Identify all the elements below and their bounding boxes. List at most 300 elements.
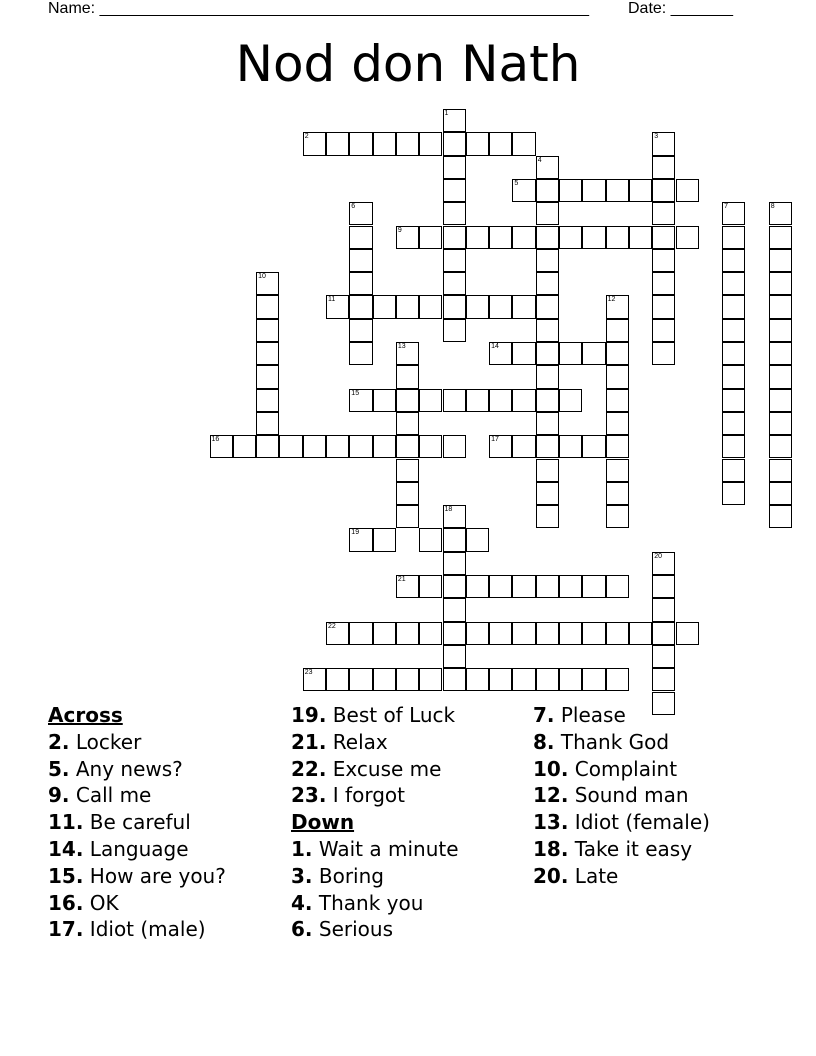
grid-cell[interactable] — [349, 272, 372, 295]
clue-item — [533, 756, 710, 783]
grid-cell[interactable] — [606, 342, 629, 365]
grid-cell[interactable] — [489, 435, 512, 458]
grid-cell[interactable] — [652, 342, 675, 365]
clue-number: 13 — [397, 343, 406, 350]
grid-cell[interactable] — [769, 226, 792, 249]
grid-cell[interactable] — [606, 459, 629, 482]
grid-cell[interactable] — [606, 412, 629, 435]
grid-cell[interactable] — [629, 179, 652, 202]
clue-number: 17 — [491, 436, 499, 444]
grid-cell[interactable] — [512, 179, 535, 202]
grid-cell[interactable] — [489, 132, 512, 155]
clue-item-number: 19. — [291, 703, 327, 727]
grid-cell[interactable] — [419, 622, 442, 645]
clues-column-3 — [533, 702, 710, 890]
grid-cell[interactable] — [722, 249, 745, 272]
clue-number: 19 — [351, 529, 360, 537]
clue-item-text: Locker — [69, 729, 142, 754]
grid-cell[interactable] — [443, 552, 466, 575]
grid-cell[interactable] — [512, 575, 535, 598]
grid-cell[interactable] — [652, 272, 675, 295]
grid-cell[interactable] — [396, 295, 419, 318]
grid-cell[interactable] — [769, 249, 792, 272]
clue-item-number: 14. — [48, 836, 84, 861]
clue-item-text: Relax — [326, 729, 388, 754]
across-heading: Across — [48, 703, 123, 727]
clue-number: 14 — [491, 343, 499, 350]
clue-number: 16 — [211, 436, 220, 444]
grid-cell[interactable] — [326, 622, 349, 645]
grid-cell[interactable] — [652, 249, 675, 272]
grid-cell[interactable] — [676, 179, 699, 202]
grid-cell[interactable] — [443, 622, 466, 645]
clue-item-text: Take it easy — [568, 836, 693, 861]
grid-cell[interactable] — [536, 365, 559, 388]
grid-cell[interactable] — [396, 412, 419, 435]
grid-cell[interactable] — [606, 482, 629, 505]
clue-item — [533, 836, 710, 863]
date-field[interactable]: Date: _______ — [628, 0, 733, 17]
puzzle-title: Nod don Nath — [235, 35, 581, 93]
grid-cell[interactable] — [629, 226, 652, 249]
grid-cell[interactable] — [396, 622, 419, 645]
grid-cell[interactable] — [396, 575, 419, 598]
grid-cell[interactable] — [396, 482, 419, 505]
grid-cell[interactable] — [373, 622, 396, 645]
grid-cell[interactable] — [536, 179, 559, 202]
clue-number: 11 — [328, 296, 336, 304]
grid-cell[interactable] — [466, 389, 489, 412]
grid-cell[interactable] — [443, 109, 466, 132]
grid-cell[interactable] — [326, 668, 349, 691]
grid-cell[interactable] — [512, 295, 535, 318]
grid-cell[interactable] — [349, 389, 372, 412]
grid-cell[interactable] — [606, 575, 629, 598]
grid-cell[interactable] — [606, 389, 629, 412]
grid-cell[interactable] — [652, 319, 675, 342]
grid-cell[interactable] — [443, 272, 466, 295]
clue-item-text: Please — [554, 703, 626, 727]
clue-number: 23 — [304, 669, 313, 677]
grid-cell[interactable] — [419, 435, 442, 458]
clue-item-number: 18. — [533, 836, 569, 861]
clue-item-text: OK — [83, 890, 119, 915]
grid-cell[interactable] — [582, 435, 605, 458]
grid-cell[interactable] — [606, 435, 629, 458]
grid-cell[interactable] — [722, 295, 745, 318]
grid-cell[interactable] — [349, 132, 372, 155]
grid-cell[interactable] — [769, 482, 792, 505]
grid-cell[interactable] — [536, 156, 559, 179]
grid-cell[interactable] — [536, 226, 559, 249]
clue-item-text: Best of Luck — [326, 703, 456, 727]
clue-number: 20 — [654, 552, 662, 560]
name-field[interactable]: Name: _______________________________________________________ — [48, 0, 589, 17]
grid-cell[interactable] — [443, 132, 466, 155]
grid-cell[interactable] — [466, 575, 489, 598]
clue-item — [48, 863, 226, 890]
grid-cell[interactable] — [652, 202, 675, 225]
grid-cell[interactable] — [536, 295, 559, 318]
grid-cell[interactable] — [582, 668, 605, 691]
clue-item-number: 9. — [48, 783, 70, 808]
grid-cell[interactable] — [396, 365, 419, 388]
grid-cell[interactable] — [256, 342, 279, 365]
grid-cell[interactable] — [652, 552, 675, 575]
grid-cell[interactable] — [349, 319, 372, 342]
grid-cell[interactable] — [349, 342, 372, 365]
grid-cell[interactable] — [443, 598, 466, 621]
clue-item — [48, 916, 226, 943]
grid-cell[interactable] — [373, 389, 396, 412]
grid-cell[interactable] — [559, 389, 582, 412]
clue-item-number: 1. — [291, 836, 313, 861]
grid-cell[interactable] — [722, 389, 745, 412]
grid-cell[interactable] — [373, 528, 396, 551]
clue-number: 3 — [654, 133, 659, 141]
grid-cell[interactable] — [512, 622, 535, 645]
grid-cell[interactable] — [606, 668, 629, 691]
grid-cell[interactable] — [512, 226, 535, 249]
grid-cell[interactable] — [210, 435, 233, 458]
grid-cell[interactable] — [443, 156, 466, 179]
grid-cell[interactable] — [769, 202, 792, 225]
grid-cell[interactable] — [606, 179, 629, 202]
grid-cell[interactable] — [652, 132, 675, 155]
grid-cell[interactable] — [373, 435, 396, 458]
clue-item-text: Sound man — [568, 783, 689, 808]
grid-cell[interactable] — [536, 459, 559, 482]
clue-item — [533, 782, 710, 809]
clue-item-number: 10. — [533, 756, 569, 781]
clue-item-text: Any news? — [69, 756, 183, 781]
grid-cell[interactable] — [559, 668, 582, 691]
grid-cell[interactable] — [559, 435, 582, 458]
grid-cell[interactable] — [652, 156, 675, 179]
clue-item-number: 11. — [48, 810, 84, 835]
grid-cell[interactable] — [559, 622, 582, 645]
grid-cell[interactable] — [349, 622, 372, 645]
clue-item-text: Language — [83, 836, 189, 861]
clue-item — [48, 836, 226, 863]
grid-cell[interactable] — [536, 342, 559, 365]
grid-cell[interactable] — [652, 668, 675, 691]
clue-item-number: 6. — [291, 917, 313, 942]
grid-cell[interactable] — [582, 342, 605, 365]
clue-item — [291, 782, 459, 809]
grid-cell[interactable] — [443, 202, 466, 225]
grid-cell[interactable] — [606, 505, 629, 528]
clue-number: 6 — [351, 203, 356, 211]
clue-item — [291, 702, 459, 729]
grid-cell[interactable] — [443, 505, 466, 528]
grid-cell[interactable] — [536, 668, 559, 691]
clue-item-number: 22. — [291, 756, 327, 781]
grid-cell[interactable] — [349, 668, 372, 691]
grid-cell[interactable] — [536, 482, 559, 505]
grid-cell[interactable] — [349, 249, 372, 272]
grid-cell[interactable] — [396, 389, 419, 412]
grid-cell[interactable] — [443, 645, 466, 668]
grid-cell[interactable] — [256, 295, 279, 318]
clue-number: 7 — [724, 203, 728, 211]
clue-number: 22 — [328, 622, 336, 630]
clue-number: 1 — [444, 110, 449, 117]
grid-cell[interactable] — [722, 319, 745, 342]
grid-cell[interactable] — [349, 435, 372, 458]
grid-cell[interactable] — [676, 622, 699, 645]
grid-cell[interactable] — [396, 668, 419, 691]
grid-cell[interactable] — [489, 389, 512, 412]
grid-cell[interactable] — [606, 295, 629, 318]
worksheet-header — [48, 0, 748, 20]
grid-cell[interactable] — [489, 226, 512, 249]
grid-cell[interactable] — [396, 505, 419, 528]
clue-number: 8 — [770, 203, 775, 211]
clue-number: 15 — [351, 389, 360, 397]
grid-cell[interactable] — [256, 435, 279, 458]
grid-cell[interactable] — [606, 365, 629, 388]
grid-cell[interactable] — [373, 295, 396, 318]
grid-cell[interactable] — [769, 412, 792, 435]
grid-cell[interactable] — [652, 575, 675, 598]
grid-cell[interactable] — [419, 668, 442, 691]
grid-cell[interactable] — [443, 249, 466, 272]
grid-cell[interactable] — [582, 575, 605, 598]
grid-cell[interactable] — [373, 668, 396, 691]
clue-item-number: 17. — [48, 917, 84, 942]
grid-cell[interactable] — [443, 319, 466, 342]
clue-item-number: 7. — [533, 703, 555, 727]
grid-cell[interactable] — [559, 342, 582, 365]
grid-cell[interactable] — [512, 435, 535, 458]
grid-cell[interactable] — [396, 459, 419, 482]
grid-cell[interactable] — [536, 389, 559, 412]
clue-item-text: Thank you — [312, 890, 424, 915]
grid-cell[interactable] — [256, 272, 279, 295]
grid-cell[interactable] — [349, 226, 372, 249]
grid-cell[interactable] — [419, 528, 442, 551]
grid-cell[interactable] — [443, 179, 466, 202]
grid-cell[interactable] — [536, 435, 559, 458]
grid-cell[interactable] — [769, 295, 792, 318]
grid-cell[interactable] — [536, 575, 559, 598]
grid-cell[interactable] — [466, 295, 489, 318]
grid-cell[interactable] — [396, 226, 419, 249]
grid-cell[interactable] — [489, 342, 512, 365]
grid-cell[interactable] — [769, 272, 792, 295]
grid-cell[interactable] — [326, 435, 349, 458]
clue-item-number: 21. — [291, 729, 327, 754]
grid-cell[interactable] — [582, 622, 605, 645]
clue-item — [48, 756, 226, 783]
grid-cell[interactable] — [303, 435, 326, 458]
grid-cell[interactable] — [256, 319, 279, 342]
grid-cell[interactable] — [722, 435, 745, 458]
grid-cell[interactable] — [349, 295, 372, 318]
grid-cell[interactable] — [769, 435, 792, 458]
grid-cell[interactable] — [419, 132, 442, 155]
clue-item-text: Thank God — [554, 729, 670, 754]
grid-cell[interactable] — [489, 622, 512, 645]
clue-item — [291, 890, 459, 917]
grid-cell[interactable] — [652, 295, 675, 318]
grid-cell[interactable] — [652, 179, 675, 202]
clue-item — [291, 836, 459, 863]
grid-cell[interactable] — [443, 435, 466, 458]
grid-cell[interactable] — [466, 528, 489, 551]
grid-cell[interactable] — [349, 528, 372, 551]
clue-item — [533, 863, 710, 890]
grid-cell[interactable] — [466, 622, 489, 645]
grid-cell[interactable] — [722, 412, 745, 435]
grid-cell[interactable] — [722, 202, 745, 225]
grid-cell[interactable] — [512, 389, 535, 412]
grid-cell[interactable] — [722, 272, 745, 295]
grid-cell[interactable] — [606, 226, 629, 249]
clue-item — [291, 729, 459, 756]
grid-cell[interactable] — [396, 342, 419, 365]
clue-item-number: 23. — [291, 783, 327, 808]
grid-cell[interactable] — [512, 132, 535, 155]
grid-cell[interactable] — [652, 598, 675, 621]
clue-number: 9 — [397, 226, 402, 234]
grid-cell[interactable] — [722, 459, 745, 482]
clue-item-number: 13. — [533, 810, 569, 835]
grid-cell[interactable] — [233, 435, 256, 458]
clue-number: 5 — [514, 179, 519, 187]
grid-cell[interactable] — [489, 668, 512, 691]
grid-cell[interactable] — [676, 226, 699, 249]
clue-item — [533, 729, 710, 756]
grid-cell[interactable] — [559, 575, 582, 598]
grid-cell[interactable] — [769, 389, 792, 412]
grid-cell[interactable] — [326, 295, 349, 318]
clue-number: 18 — [444, 506, 453, 514]
grid-cell[interactable] — [606, 622, 629, 645]
clue-item-number: 8. — [533, 729, 555, 754]
clue-item — [48, 729, 226, 756]
grid-cell[interactable] — [443, 389, 466, 412]
grid-cell[interactable] — [303, 668, 326, 691]
grid-cell[interactable] — [443, 668, 466, 691]
clue-item-text: Serious — [312, 917, 393, 942]
grid-cell[interactable] — [769, 342, 792, 365]
down-heading: Down — [291, 810, 355, 835]
clue-item-number: 20. — [533, 863, 569, 888]
clue-item-number: 16. — [48, 890, 84, 915]
clue-item-number: 15. — [48, 863, 84, 888]
clue-item — [533, 809, 710, 836]
grid-cell[interactable] — [722, 226, 745, 249]
clue-item-text: I forgot — [326, 783, 405, 808]
grid-cell[interactable] — [769, 459, 792, 482]
grid-cell[interactable] — [559, 179, 582, 202]
grid-cell[interactable] — [419, 389, 442, 412]
grid-cell[interactable] — [722, 342, 745, 365]
grid-cell[interactable] — [536, 319, 559, 342]
grid-cell[interactable] — [722, 365, 745, 388]
grid-cell[interactable] — [396, 435, 419, 458]
grid-cell[interactable] — [769, 319, 792, 342]
clue-item-number: 5. — [48, 756, 70, 781]
grid-cell[interactable] — [419, 295, 442, 318]
clue-item-text: Late — [568, 863, 619, 888]
grid-cell[interactable] — [326, 132, 349, 155]
grid-cell[interactable] — [769, 365, 792, 388]
grid-cell[interactable] — [536, 505, 559, 528]
clue-item — [48, 782, 226, 809]
grid-cell[interactable] — [443, 528, 466, 551]
clue-item — [48, 890, 226, 917]
grid-cell[interactable] — [652, 645, 675, 668]
grid-cell[interactable] — [443, 575, 466, 598]
clue-item — [291, 756, 459, 783]
clue-item-text: Be careful — [83, 810, 191, 835]
clue-number: 21 — [397, 576, 406, 583]
grid-cell[interactable] — [769, 505, 792, 528]
grid-cell[interactable] — [536, 412, 559, 435]
grid-cell[interactable] — [722, 482, 745, 505]
grid-cell[interactable] — [396, 132, 419, 155]
grid-cell[interactable] — [512, 342, 535, 365]
clue-number: 12 — [607, 296, 616, 304]
grid-cell[interactable] — [489, 295, 512, 318]
clue-item — [533, 702, 710, 729]
grid-cell[interactable] — [652, 622, 675, 645]
grid-cell[interactable] — [489, 575, 512, 598]
grid-cell[interactable] — [536, 202, 559, 225]
grid-cell[interactable] — [256, 389, 279, 412]
clues-column-2 — [291, 702, 459, 943]
clue-item-text: Excuse me — [326, 756, 442, 781]
clue-item-number: 3. — [291, 863, 313, 888]
clue-item-text: Complaint — [568, 756, 678, 781]
clue-number: 10 — [258, 273, 266, 281]
grid-cell[interactable] — [279, 435, 302, 458]
grid-cell[interactable] — [349, 202, 372, 225]
grid-cell[interactable] — [256, 365, 279, 388]
grid-cell[interactable] — [466, 668, 489, 691]
grid-cell[interactable] — [419, 226, 442, 249]
grid-cell[interactable] — [536, 622, 559, 645]
clue-number: 4 — [537, 156, 542, 164]
grid-cell[interactable] — [443, 226, 466, 249]
grid-cell[interactable] — [512, 668, 535, 691]
grid-cell[interactable] — [629, 622, 652, 645]
grid-cell[interactable] — [466, 226, 489, 249]
grid-cell[interactable] — [536, 249, 559, 272]
grid-cell[interactable] — [606, 319, 629, 342]
grid-cell[interactable] — [582, 179, 605, 202]
grid-cell[interactable] — [303, 132, 326, 155]
grid-cell[interactable] — [443, 295, 466, 318]
grid-cell[interactable] — [373, 132, 396, 155]
clue-item-text: Idiot (female) — [568, 810, 710, 835]
clue-item — [48, 809, 226, 836]
grid-cell[interactable] — [652, 226, 675, 249]
clue-item — [291, 916, 459, 943]
grid-cell[interactable] — [466, 132, 489, 155]
clue-item-text: Boring — [312, 863, 384, 888]
grid-cell[interactable] — [256, 412, 279, 435]
clue-item — [291, 863, 459, 890]
grid-cell[interactable] — [536, 272, 559, 295]
grid-cell[interactable] — [559, 226, 582, 249]
grid-cell[interactable] — [582, 226, 605, 249]
clue-item-text: Wait a minute — [312, 836, 459, 861]
grid-cell[interactable] — [419, 575, 442, 598]
